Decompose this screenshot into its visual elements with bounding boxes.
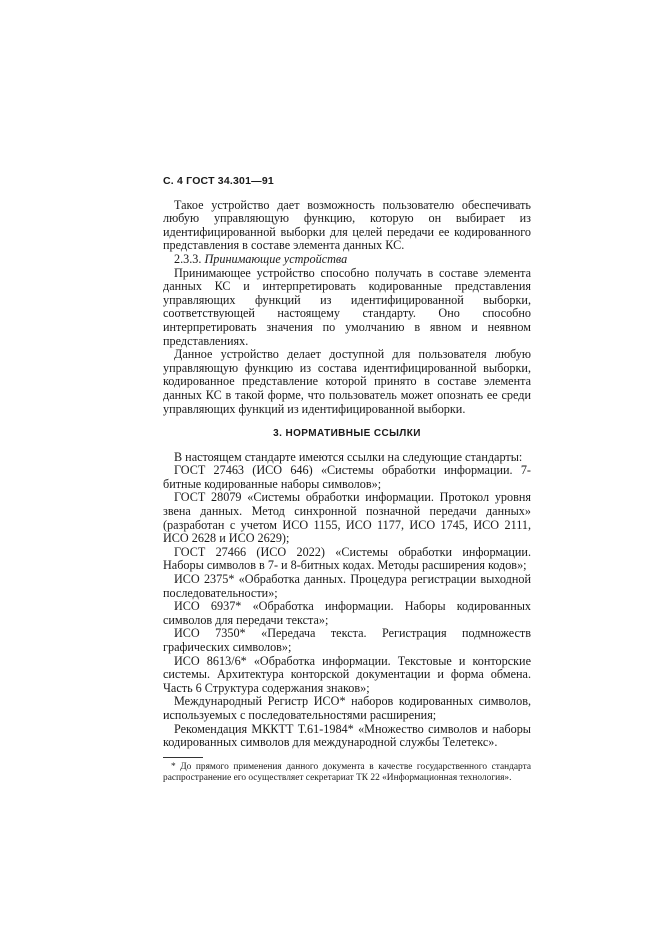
reference-item: ГОСТ 27466 (ИСО 2022) «Системы обработки информации. Наборы символов в 7- и 8-битных кодах. Методы расширения кодов»; <box>163 544 531 573</box>
page-header: С. 4 ГОСТ 34.301—91 <box>163 175 274 187</box>
reference-item: ИСО 6937* «Обработка информации. Наборы кодированных символов для передачи текста»; <box>163 599 531 627</box>
references-intro: В настоящем стандарте имеются ссылки на следующие стандарты: <box>174 449 523 464</box>
subsection-title: Принимающие устройства <box>204 251 348 266</box>
reference-item: ГОСТ 28079 «Системы обработки информации. Протокол уровня звена данных. Метод синхронной позначной передачи данных» (разработан с учетом ИСО 1155, ИСО 1177, ИСО 1745, ИСО 2111, ИСО 2628 и ИСО 2629); <box>163 490 531 546</box>
subsection-heading <box>163 253 531 267</box>
footnote: * До прямого применения данного документа в качестве государственного стандарта распространение его осуществляет секретариат ТК 22 «Информационная технология». <box>163 761 531 783</box>
subsection-number: 2.3.3. <box>174 251 202 266</box>
reference-item: Международный Регистр ИСО* наборов кодированных символов, используемых с последовательностями расширения; <box>163 694 531 722</box>
reference-item: ИСО 2375* «Обработка данных. Процедура регистрации выходной последовательности»; <box>163 572 531 600</box>
footnote-divider <box>163 757 203 758</box>
reference-item: Рекомендация МККТТ Т.61-1984* «Множество символов и наборы кодированных символов для международной службы Телетекс». <box>163 721 531 750</box>
reference-item: ГОСТ 27463 (ИСО 646) «Системы обработки информации. 7-битные кодированные наборы символов»; <box>163 463 531 491</box>
section-title: 3. НОРМАТИВНЫЕ ССЫЛКИ <box>273 428 421 440</box>
reference-item: ИСО 7350* «Передача текста. Регистрация подмножеств графических символов»; <box>163 626 531 654</box>
document-page <box>163 175 531 784</box>
device-access-paragraph: Данное устройство делает доступной для пользователя любую управляющую функцию из состава идентифицированной выборки, кодированное представление которой принято в составе элемента данных КС в такой форме, что пользователь может опознать ее среди управляющих функций из идентифицированной выборки. <box>163 347 531 416</box>
reference-item: ИСО 8613/6* «Обработка информации. Текстовые и конторские системы. Архитектура конторской документации и форма обмена. Часть 6 Структура содержания знаков»; <box>163 653 531 695</box>
intro-paragraph: Такое устройство дает возможность пользователю обеспечивать любую управляющую функцию, которую он выбирает из идентифицированной выборки для целей передачи ее кодированного представления в составе элемента данных КС. <box>163 197 531 253</box>
receiving-device-paragraph: Принимающее устройство способно получать в составе элемента данных КС и интерпретировать кодированные представления управляющих функций из идентифицированной выборки, соответствующей настоящему стандарту. Оно способно интерпретировать значения по умолчанию в явном и неявном представлениях. <box>163 265 531 348</box>
